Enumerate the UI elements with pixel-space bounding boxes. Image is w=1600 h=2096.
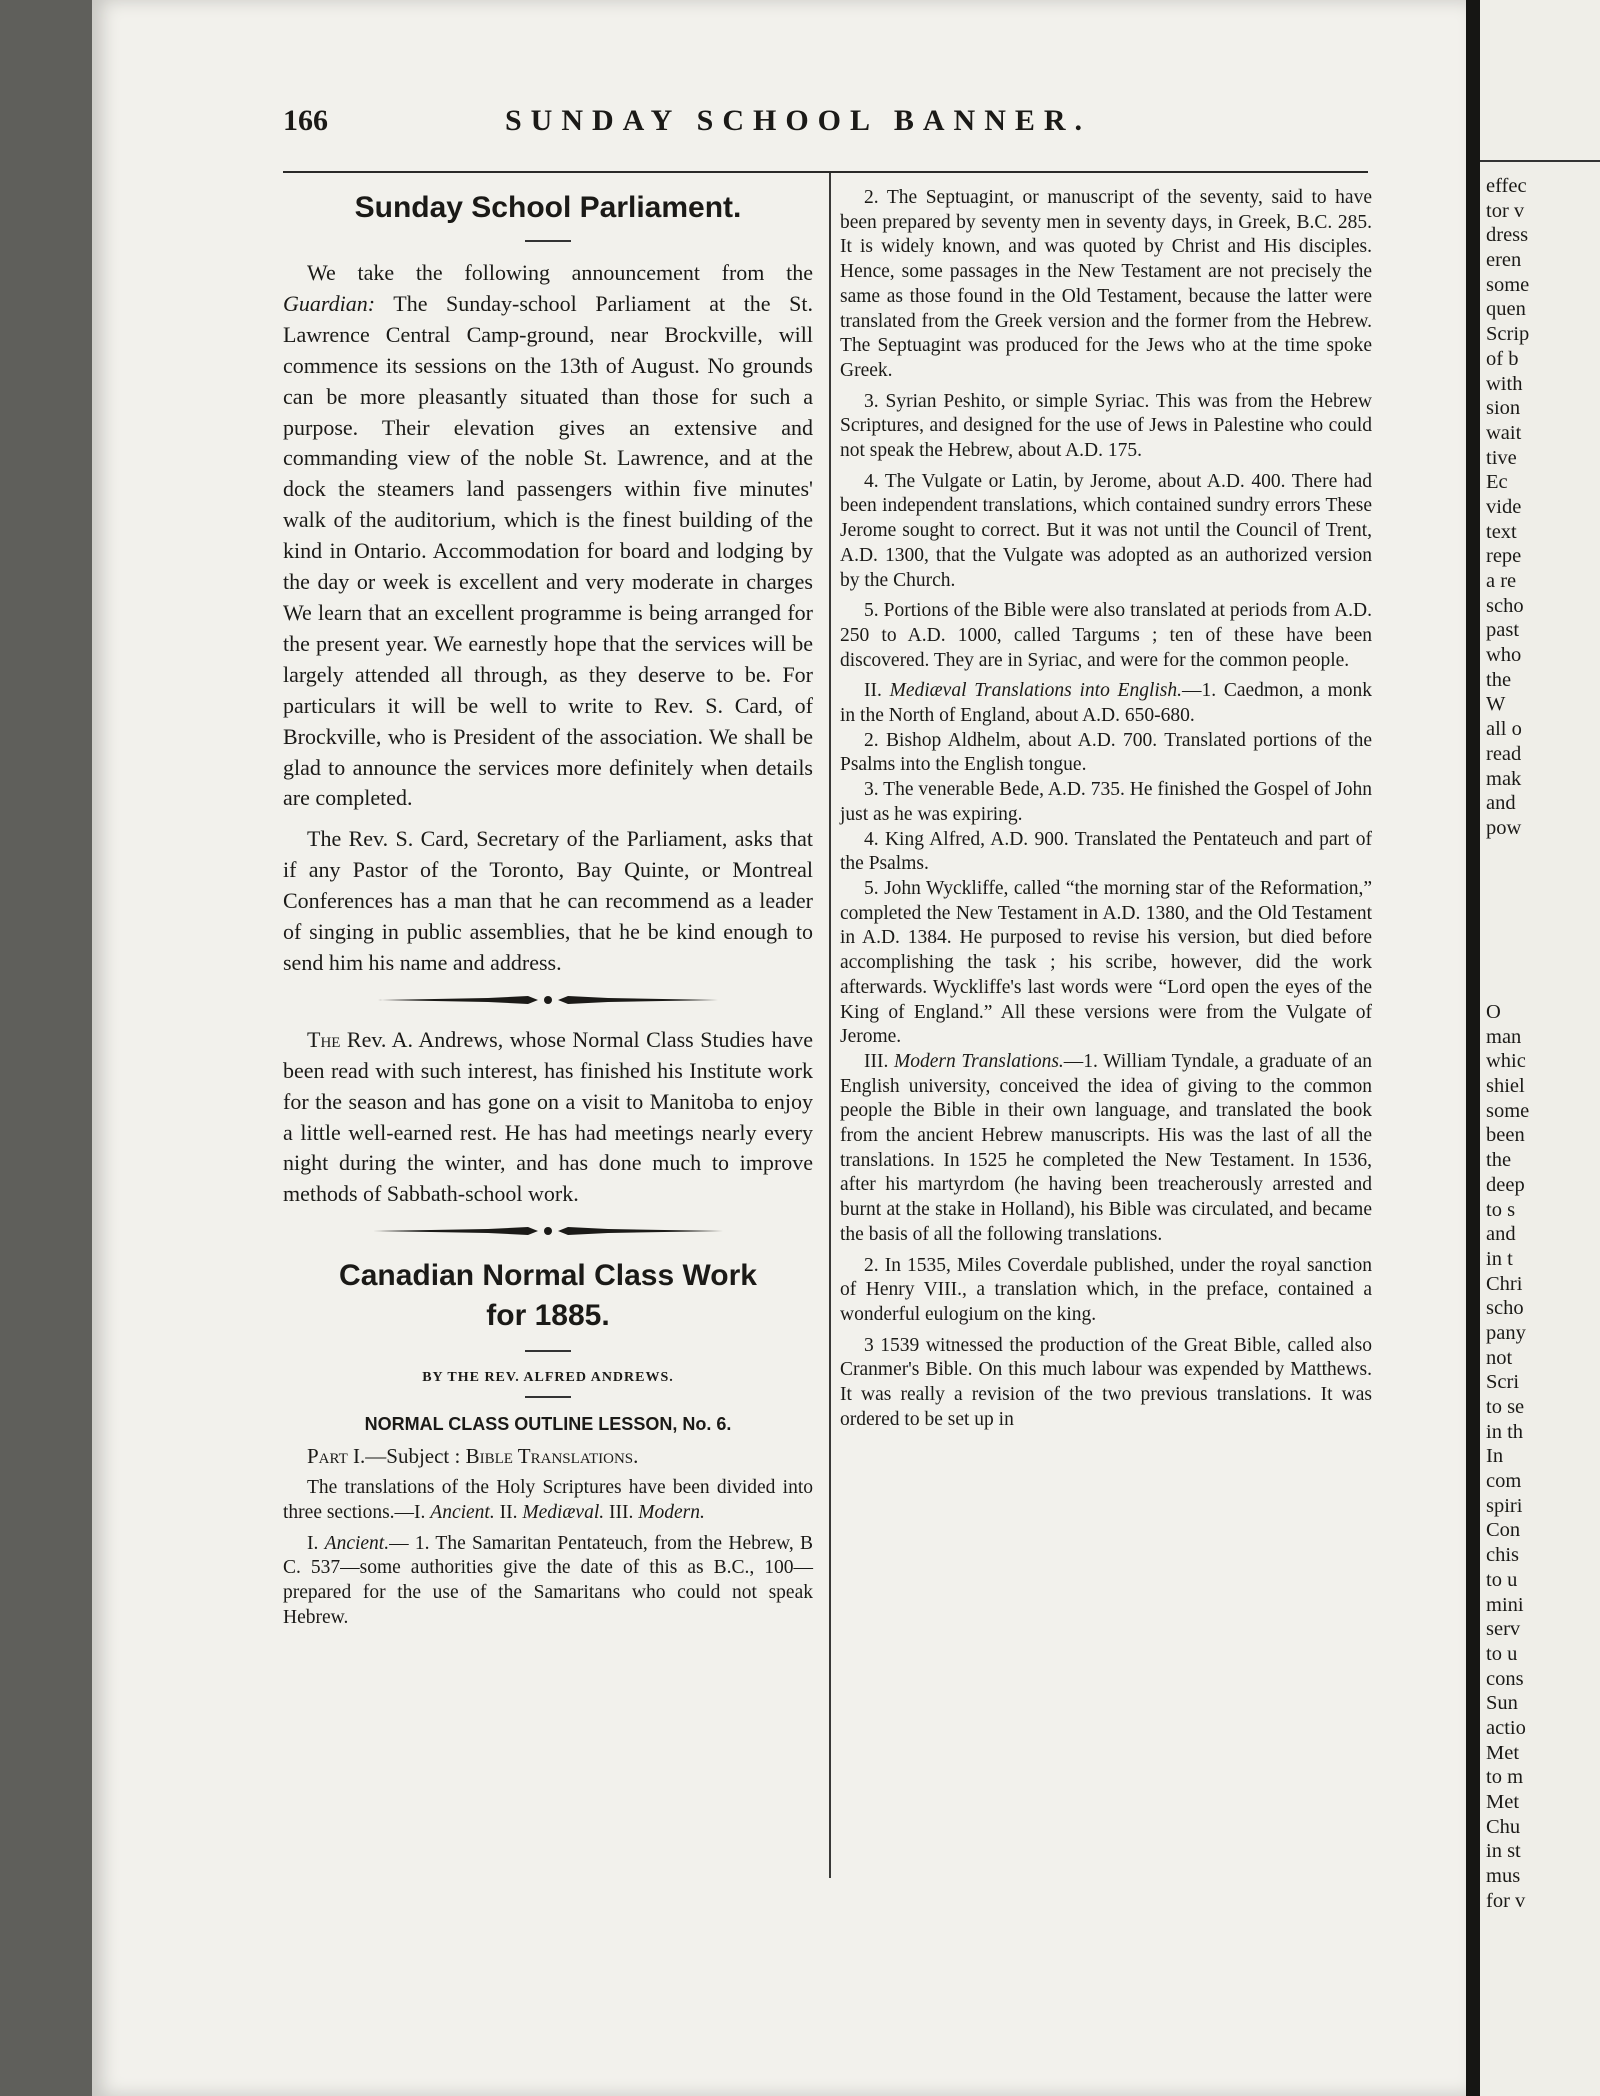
bede-paragraph: 3. The venerable Bede, A.D. 735. He finished the Gospel of John just as he was expiring.	[840, 779, 1372, 825]
aldhelm-paragraph: 2. Bishop Aldhelm, about A.D. 700. Translated portions of the Psalms into the English tongue.	[840, 729, 1372, 776]
adjacent-page-line: to m	[1486, 1766, 1524, 1789]
adjacent-page-line: who	[1486, 644, 1522, 667]
adjacent-page-line: some	[1486, 273, 1530, 296]
adjacent-page-line: pow	[1486, 816, 1522, 839]
adjacent-page-line: mini	[1486, 1593, 1524, 1616]
adjacent-page-line: the	[1486, 1149, 1512, 1172]
adjacent-page-line: mus	[1486, 1865, 1521, 1888]
adjacent-page-line: Con	[1486, 1519, 1521, 1542]
parliament-paragraph-2: The Rev. S. Card, Secretary of the Parliament, asks that if any Pastor of the Toronto, Bay Quinte, or Montreal Conferences has a man that he can recommend as a leader of singing in public assemblies, that he be kind enough to send him his name and address.	[283, 826, 813, 975]
adjacent-page-line: not	[1486, 1346, 1513, 1369]
left-column	[283, 188, 813, 1630]
adjacent-page-line: the	[1486, 668, 1512, 691]
adjacent-page-fragments-top	[1486, 174, 1600, 841]
adjacent-page-line: and	[1486, 1223, 1516, 1246]
adjacent-page-line: com	[1486, 1470, 1522, 1493]
adjacent-page-line: in th	[1486, 1420, 1524, 1443]
adjacent-page-line: and	[1486, 792, 1516, 815]
adjacent-page-line: been	[1486, 1124, 1525, 1147]
great-bible-paragraph: 3 1539 witnessed the production of the Great Bible, called also Cranmer's Bible. On this much labour was expended by Matthews. It was really a revision of the two previous translations. It was ordered to be set up in	[840, 1334, 1372, 1430]
adjacent-page-line: all o	[1486, 718, 1522, 741]
adjacent-page-line: to se	[1486, 1396, 1525, 1418]
medieval-paragraph: II. Mediæval Translations into English.—1. Caedmon, a monk in the North of England, about A.D. 650-680.	[840, 680, 1372, 727]
adjacent-page-line: effec	[1486, 175, 1527, 197]
header-rule	[283, 171, 1368, 173]
adjacent-page-line: man	[1486, 1025, 1522, 1048]
andrews-note: The Rev. A. Andrews, whose Normal Class Studies have been read with such interest, has finished his Institute work for the season and has gone on a visit to Manitoba to enjoy a little well-earned rest. He has had meetings nearly every night during the winter, and has done much to improve methods of Sabbath-school work.	[283, 1026, 813, 1207]
adjacent-page-line: to s	[1486, 1198, 1516, 1221]
ornament-divider	[378, 993, 718, 1007]
adjacent-page-line: spiri	[1486, 1494, 1523, 1517]
adjacent-page-rule	[1480, 160, 1600, 162]
running-title: SUNDAY SCHOOL BANNER.	[505, 104, 1092, 137]
adjacent-page-line: chis	[1486, 1544, 1520, 1567]
adjacent-page-line: dress	[1486, 224, 1529, 247]
modern-paragraph: III. Modern Translations.—1. William Tyndale, a graduate of an English university, conceived the idea of giving to the common people the Bible in their own language, and translated the book from the ancient Hebrew manuscripts. His was the last of all the translations. In 1525 he completed the New Testament. In 1536, after his martyrdom (he having been treacherously arrested and burnt at the stake in Holland), his Bible was circulated, and became the basis of all the following translations.	[840, 1050, 1372, 1245]
byline: BY THE REV. ALFRED ANDREWS.	[422, 1370, 674, 1386]
lesson-heading: NORMAL CLASS OUTLINE LESSON, No. 6.	[364, 1414, 732, 1435]
adjacent-page-line: some	[1486, 1099, 1530, 1122]
adjacent-page-fragments-bottom	[1486, 1000, 1600, 1913]
adjacent-page-line: with	[1486, 372, 1523, 395]
adjacent-page-line: in st	[1486, 1840, 1521, 1863]
adjacent-page-line: to u	[1486, 1642, 1518, 1665]
adjacent-page-line: of b	[1486, 347, 1519, 370]
adjacent-page-line: W	[1486, 693, 1506, 716]
alfred-paragraph: 4. King Alfred, A.D. 900. Translated the Pentateuch and part of the Psalms.	[840, 828, 1372, 875]
adjacent-page-line: sion	[1486, 397, 1521, 420]
adjacent-page-line: text	[1486, 520, 1517, 543]
adjacent-page-line: a re	[1486, 570, 1517, 592]
adjacent-page-line: read	[1486, 742, 1522, 765]
targums-paragraph: 5. Portions of the Bible were also translated at periods from A.D. 250 to A.D. 1000, called Targums ; ten of these have been discovered. They are in Syriac, and were for the common people.	[840, 600, 1372, 671]
adjacent-page-line: actio	[1486, 1716, 1526, 1739]
part-heading: Part I.—Subject : Bible Translations.	[307, 1444, 639, 1469]
adjacent-page-line: tor v	[1486, 199, 1525, 222]
column-divider	[829, 173, 831, 1878]
book-spine-shadow	[1466, 0, 1480, 2096]
article-title-normal-class-year: for 1885.	[486, 1299, 610, 1333]
parliament-paragraph-1: We take the following announcement from the Guardian: The Sunday-school Parliament at the St. Lawrence Central Camp-ground, near Brockville, will commence its sessions on the 13th of August. No grounds can be more pleasantly situated than those for such a purpose. Their elevation gives an extensive and commanding view of the noble St. Lawrence, and at the dock the steamers land passengers within five minutes' walk of the auditorium, which is the finest building of the kind in Ontario. Accommodation for board and lodging by the day or week is excellent and very moderate in charges We learn that an excellent programme is being arranged for the present year. We earnestly hope that the services will be largely attended all through, as they deserve to be. For particulars it will be well to write to Rev. S. Card, of Brockville, who is President of the association. We shall be glad to announce the services more definitely when details are completed.	[283, 260, 813, 811]
adjacent-page-line: Chri	[1486, 1272, 1523, 1295]
adjacent-page-line: Ec	[1486, 471, 1508, 494]
translations-intro: The translations of the Holy Scriptures have been divided into three sections.—I. Ancient. II. Mediæval. III. Modern.	[283, 1477, 813, 1523]
ornament-divider	[373, 1224, 723, 1238]
adjacent-page-line: scho	[1486, 594, 1524, 617]
adjacent-page-line: Scri	[1486, 1371, 1520, 1394]
wyckliffe-paragraph: 5. John Wyckliffe, called “the morning star of the Reformation,” completed the New Testament in A.D. 1380, and the Old Testament in A.D. 1384. He purposed to revise his version, but died before accomplishing the task ; his scribe, however, did the work afterwards. Wyckliffe's last words were “Lord open the eyes of the King of England.” All these versions were from the Vulgate of Jerome.	[840, 877, 1372, 1048]
adjacent-page-line: O	[1486, 1001, 1501, 1023]
adjacent-page-line: repe	[1486, 545, 1522, 568]
page-number: 166	[283, 104, 328, 137]
adjacent-page-line: mak	[1486, 767, 1522, 790]
adjacent-page-line: past	[1486, 619, 1520, 642]
right-column	[840, 186, 1372, 1432]
adjacent-page-line: deep	[1486, 1173, 1525, 1196]
adjacent-page-line: in t	[1486, 1247, 1513, 1270]
adjacent-page-line: Scrip	[1486, 323, 1530, 346]
adjacent-page-line: Chu	[1486, 1815, 1521, 1838]
adjacent-page-line: Met	[1486, 1741, 1520, 1764]
vulgate-paragraph: 4. The Vulgate or Latin, by Jerome, about A.D. 400. There had been independent translations, which contained sundry errors These Jerome sought to correct. But it was not until the Council of Trent, A.D. 1300, that the Vulgate was adopted as an authorized version by the Church.	[840, 470, 1372, 591]
adjacent-page-line: to u	[1486, 1568, 1518, 1591]
adjacent-page-line: quen	[1486, 298, 1526, 321]
adjacent-page-line: wait	[1486, 421, 1522, 444]
title-rule	[525, 1350, 571, 1352]
adjacent-page-line: serv	[1486, 1618, 1521, 1641]
adjacent-page-line: Met	[1486, 1791, 1520, 1813]
septuagint-paragraph: 2. The Septuagint, or manuscript of the seventy, said to have been prepared by seventy men in seventy days, in Greek, B.C. 285. It is widely known, and was quoted by Christ and His disciples. Hence, some passages in the New Testament are not precisely the same as those found in the Old Testament, because the latter were translated from the Greek version and the former from the Hebrew. The Septuagint was produced for the Jews who at the time spoke Greek.	[840, 187, 1372, 381]
adjacent-page	[1480, 0, 1600, 2096]
adjacent-page-line: Sun	[1486, 1692, 1518, 1715]
adjacent-page-line: whic	[1486, 1050, 1526, 1073]
adjacent-page-line: scho	[1486, 1297, 1524, 1320]
adjacent-page-line: cons	[1486, 1667, 1524, 1690]
adjacent-page-line: eren	[1486, 249, 1522, 272]
peshito-paragraph: 3. Syrian Peshito, or simple Syriac. This was from the Hebrew Scriptures, and designed for the use of Jews in Palestine who could not speak the Hebrew, about A.D. 175.	[840, 390, 1372, 462]
coverdale-paragraph: 2. In 1535, Miles Coverdale published, under the royal sanction of Henry VIII., a translation which, in the preface, contained a wonderful eulogium on the king.	[840, 1254, 1372, 1325]
byline-rule	[525, 1396, 571, 1398]
adjacent-page-line: shiel	[1486, 1075, 1525, 1098]
adjacent-page-line: for v	[1486, 1889, 1526, 1912]
page-header	[283, 104, 1143, 144]
ancient-translations: I. Ancient.— 1. The Samaritan Pentateuch, from the Hebrew, B C. 537—some authorities give the date of this as B.C., 100—prepared for the use of the Samaritans who could not speak Hebrew.	[283, 1532, 813, 1628]
adjacent-page-line: In	[1486, 1445, 1504, 1468]
adjacent-page-line: pany	[1486, 1321, 1526, 1344]
article-title-normal-class: Canadian Normal Class Work	[339, 1259, 757, 1293]
adjacent-page-line: tive	[1486, 446, 1517, 469]
article-title-parliament: Sunday School Parliament.	[354, 191, 742, 224]
adjacent-page-line: vide	[1486, 495, 1522, 518]
title-rule	[525, 240, 571, 242]
